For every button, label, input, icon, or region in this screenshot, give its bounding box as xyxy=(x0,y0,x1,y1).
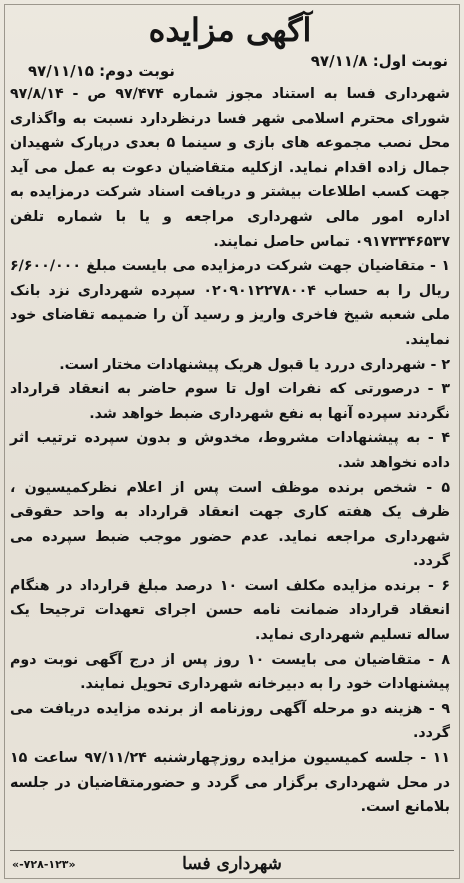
second-round-date: نوبت دوم: ۹۷/۱۱/۱۵ xyxy=(28,62,175,80)
notice-code: «۷۲۸-۱۲۳-» xyxy=(12,858,76,871)
signature: شهرداری فسا xyxy=(182,854,282,874)
condition-item: ۱ - متقاضیان جهت شرکت درمزایده می بایست مبلغ ۶/۶۰۰/۰۰۰ ریال را به حساب ۰۲۰۹۰۱۲۲۷۸۰۰۴ سپرده شهرداری نزد بانک ملی شعبه شیخ فاخری واریز و رسید آن را ضمیمه تقاضای خود نمایند. xyxy=(10,258,450,348)
condition-item: ۶ - برنده مزایده مکلف است ۱۰ درصد مبلغ قرارداد در هنگام انعقاد قرارداد ضمانت نامه حسن اجرای تعهدات ترجیحا یک ساله تسلیم شهرداری نماید. xyxy=(10,577,450,644)
condition-item: ۹ - هزینه دو مرحله آگهی روزنامه از برنده مزایده دریافت می گردد. xyxy=(10,700,450,742)
condition-item: ۳ - درصورتی که نفرات اول تا سوم حاضر به انعقاد قرارداد نگردند سپرده آنها به نفع شهرداری ضبط خواهد شد. xyxy=(10,381,450,422)
notice-border xyxy=(4,4,460,879)
condition-item: ۴ - به پیشنهادات مشروط، مخدوش و بدون سپرده ترتیب اثر داده نخواهد شد. xyxy=(10,430,450,471)
condition-item: ۵ - شخص برنده موظف است پس از اعلام نظرکمیسیون ، ظرف یک هفته کاری جهت انعقاد قرارداد به واحد حقوقی شهرداری مراجعه نماید. عدم حضور موجب ضبط سپرده می گردد. xyxy=(10,479,450,570)
condition-item: ۲ - شهرداری دررد یا قبول هریک پیشنهادات مختار است. xyxy=(59,356,450,373)
round-dates xyxy=(10,50,450,80)
notice-intro: شهرداری فسا به استناد مجوز شماره ۹۷/۴۷۴ ص - ۹۷/۸/۱۴ شورای محترم اسلامی شهر فسا درنظردارد نسبت به واگذاری محل نصب مجموعه های بازی و سینما ۵ بعدی درپارک شهیدان جمال زاده اقدام نماید. ازکلیه متقاضیان دعوت به عمل می آید جهت کسب اطلاعات بیشتر و دریافت اسناد شرکت درمزایده به اداره امور مالی شهرداری مراجعه و یا با شماره تلفن ۰۹۱۷۳۳۴۶۵۳۷ تماس حاصل نمایند. xyxy=(10,86,450,250)
condition-item: ۱۱ - جلسه کمیسیون مزایده روزچهارشنبه ۹۷/۱۱/۲۴ ساعت ۱۵ در محل شهرداری برگزار می گردد و حضورمتقاضیان در جلسه بلامانع است. xyxy=(10,750,450,816)
footer-divider xyxy=(10,850,454,851)
condition-item: ۸ - متقاضیان می بایست ۱۰ روز پس از درج آگهی نوبت دوم پیشنهادات خود را به دبیرخانه شهرداری تحویل نمایند. xyxy=(10,651,450,693)
first-round-date: نوبت اول: ۹۷/۱۱/۸ xyxy=(310,52,448,70)
notice-title: آگهی مزایده xyxy=(148,11,312,49)
